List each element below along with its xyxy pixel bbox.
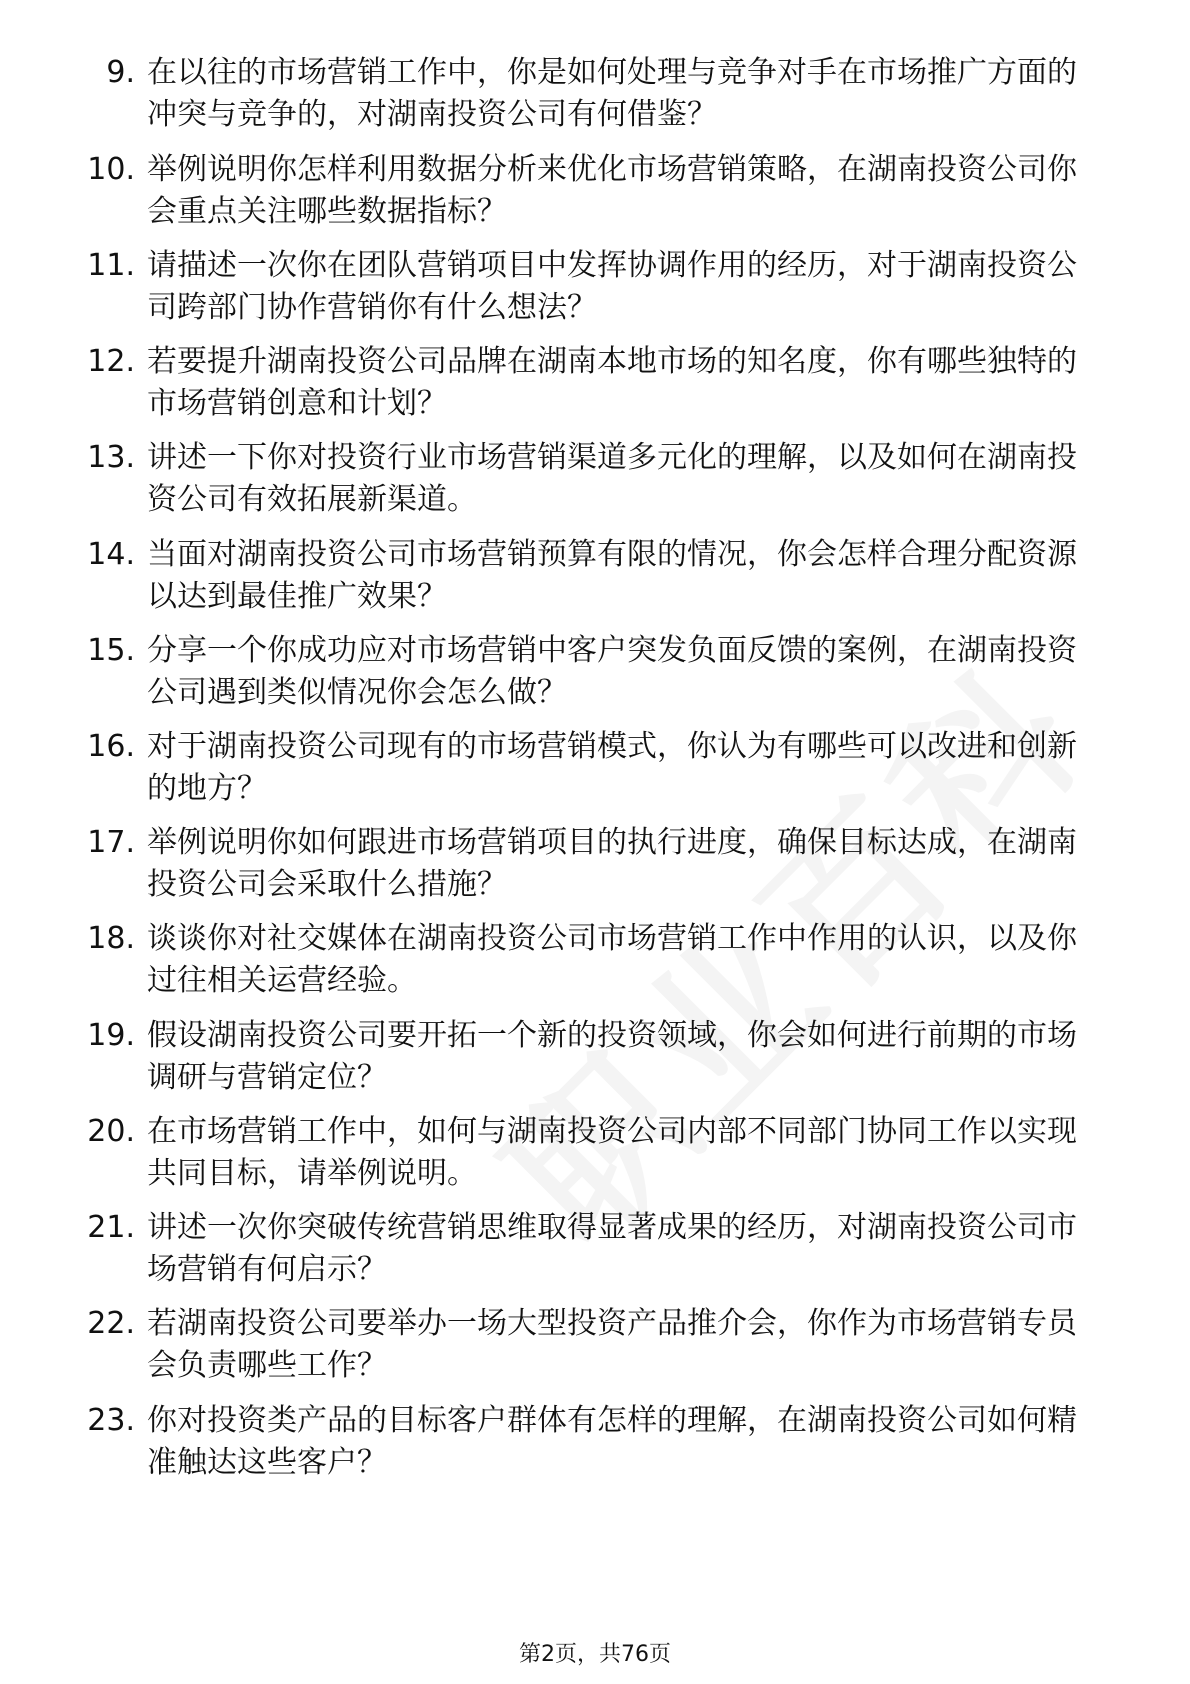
question-text: 举例说明你如何跟进市场营销项目的执行进度，确保目标达成，在湖南投资公司会采取什么措施？ [147,825,1077,902]
question-number: 15. [87,633,135,668]
question-number: 18. [87,921,135,956]
question-text: 对于湖南投资公司现有的市场营销模式，你认为有哪些可以改进和创新的地方？ [147,729,1077,806]
question-text: 假设湖南投资公司要开拓一个新的投资领域，你会如何进行前期的市场调研与营销定位？ [147,1018,1077,1095]
question-number: 12. [87,344,135,379]
question-number: 11. [87,248,135,283]
question-item [0,726,1190,826]
question-item [0,822,1190,922]
question-text: 讲述一次你突破传统营销思维取得显著成果的经历，对湖南投资公司市场营销有何启示？ [147,1210,1077,1287]
question-item [0,1303,1190,1403]
question-number: 9. [106,55,135,90]
question-number: 10. [87,152,135,187]
question-item [0,245,1190,345]
question-item [0,437,1190,537]
question-text: 在以往的市场营销工作中，你是如何处理与竞争对手在市场推广方面的冲突与竞争的，对湖南投资公司有何借鉴？ [147,55,1077,132]
question-item [0,52,1190,152]
question-item [0,1015,1190,1115]
question-item [0,918,1190,1018]
question-text: 举例说明你怎样利用数据分析来优化市场营销策略，在湖南投资公司你会重点关注哪些数据指标？ [147,152,1077,229]
question-item [0,1400,1190,1500]
question-number: 20. [87,1114,135,1149]
question-text: 请描述一次你在团队营销项目中发挥协调作用的经历，对于湖南投资公司跨部门协作营销你有什么想法？ [147,248,1077,325]
question-text: 分享一个你成功应对市场营销中客户突发负面反馈的案例，在湖南投资公司遇到类似情况你会怎么做？ [147,633,1077,710]
question-item [0,1207,1190,1307]
question-item [0,534,1190,634]
question-number: 17. [87,825,135,860]
question-number: 22. [87,1306,135,1341]
question-text: 在市场营销工作中，如何与湖南投资公司内部不同部门协同工作以实现共同目标，请举例说明。 [147,1114,1077,1191]
question-item [0,149,1190,249]
question-item [0,1111,1190,1211]
question-text: 讲述一下你对投资行业市场营销渠道多元化的理解，以及如何在湖南投资公司有效拓展新渠道。 [147,440,1077,517]
question-number: 21. [87,1210,135,1245]
question-number: 23. [87,1403,135,1438]
question-number: 14. [87,537,135,572]
page-footer [0,1640,1190,1670]
question-number: 16. [87,729,135,764]
question-item [0,341,1190,441]
question-number: 19. [87,1018,135,1053]
question-text: 谈谈你对社交媒体在湖南投资公司市场营销工作中作用的认识，以及你过往相关运营经验。 [147,921,1077,998]
question-item [0,630,1190,730]
page-number-label: 第2页，共76页 [519,1642,671,1667]
question-text: 当面对湖南投资公司市场营销预算有限的情况，你会怎样合理分配资源以达到最佳推广效果？ [147,537,1077,614]
question-text: 你对投资类产品的目标客户群体有怎样的理解，在湖南投资公司如何精准触达这些客户？ [147,1403,1077,1480]
question-text: 若要提升湖南投资公司品牌在湖南本地市场的知名度，你有哪些独特的市场营销创意和计划？ [147,344,1077,421]
question-number: 13. [87,440,135,475]
question-text: 若湖南投资公司要举办一场大型投资产品推介会，你作为市场营销专员会负责哪些工作？ [147,1306,1077,1383]
